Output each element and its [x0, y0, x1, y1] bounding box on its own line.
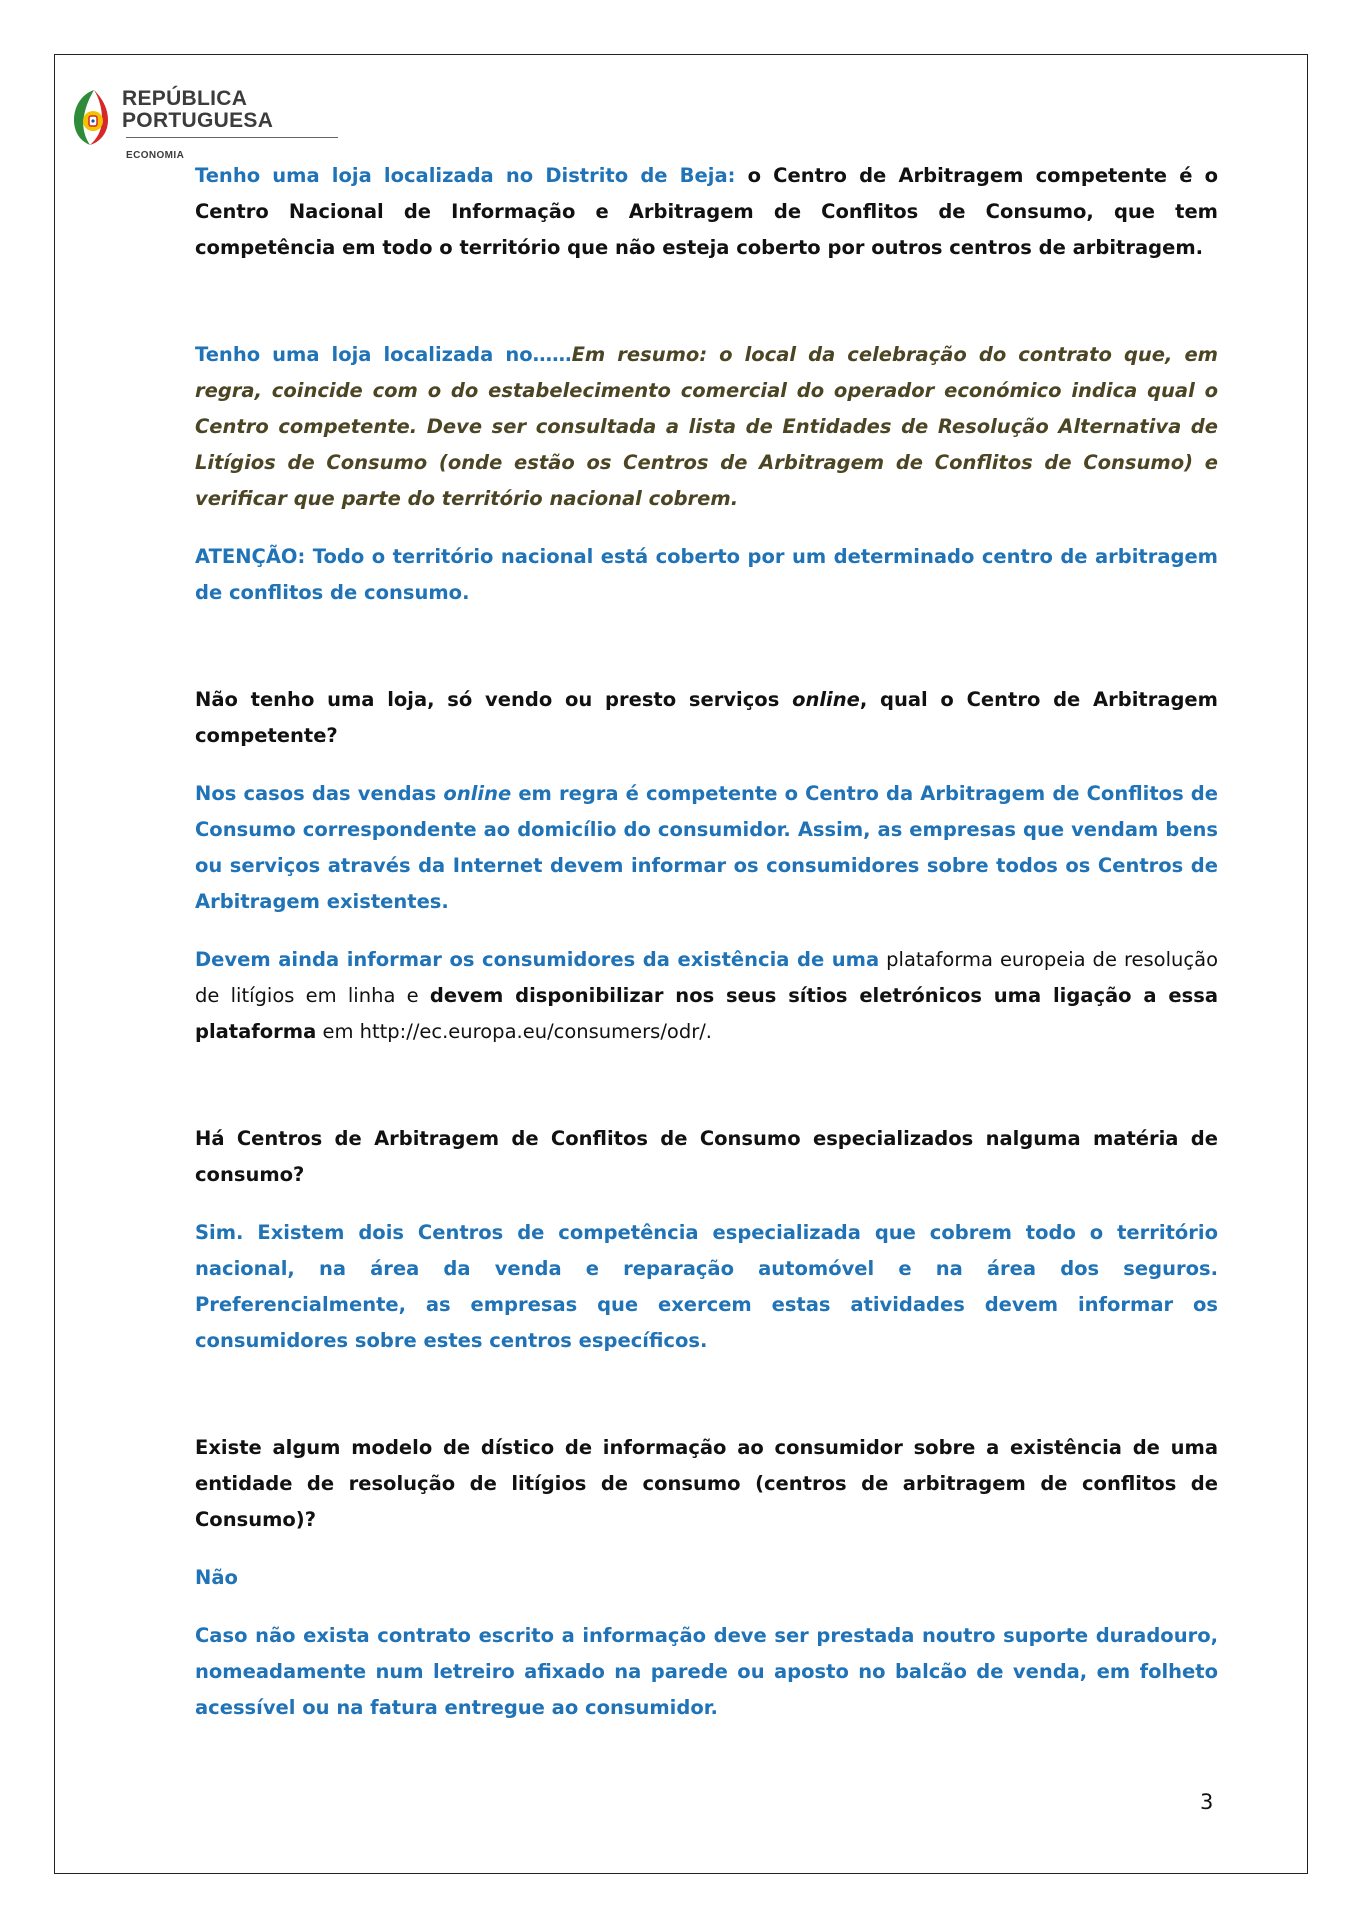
paragraph-resumo [195, 337, 1218, 517]
plataforma-bold: devem disponibilizar nos seus sítios eletrónicos uma ligação a essa plataforma [195, 984, 1218, 1043]
paragraph-atencao: ATENÇÃO: Todo o território nacional está coberto por um determinado centro de arbitragem de conflitos de consumo. [195, 545, 1218, 604]
answer-online [195, 776, 1218, 920]
answer-especializados: Sim. Existem dois Centros de competência especializada que cobrem todo o território nacional, na área da venda e reparação automóvel e na área dos seguros. Preferencialmente, as empresas que exercem estas atividades devem informar os consumidores sobre estes centros específicos. [195, 1221, 1218, 1352]
plataforma-plain-2: em http://ec.europa.eu/consumers/odr/. [316, 1020, 712, 1043]
answer-online-b: em regra é competente o Centro da Arbitragem de Conflitos de Consumo correspondente ao domicílio do consumidor. Assim, as empresas que vendam bens ou serviços através da Internet devem informar os consumidores sobre todos os Centros de Arbitragem existentes. [195, 782, 1218, 913]
resumo-lead: Tenho uma loja localizada no…… [195, 343, 572, 366]
logo-wordmark [122, 88, 273, 132]
detail-distico: Caso não exista contrato escrito a informação deve ser prestada noutro suporte duradouro, nomeadamente num letreiro afixado na parede ou aposto no balcão de venda, em folheto acessível ou na fatura entregue ao consumidor. [195, 1624, 1218, 1719]
answer-distico: Não [195, 1566, 238, 1589]
logo-subtitle: ECONOMIA [126, 150, 185, 161]
document-body [195, 158, 1218, 1726]
plataforma-blue: Devem ainda informar os consumidores da existência de uma [195, 948, 880, 971]
answer-online-italic: online [443, 782, 512, 805]
logo-line-1: REPÚBLICA [122, 87, 248, 110]
logo-divider [126, 137, 338, 138]
logo-line-2: PORTUGUESA [122, 109, 274, 132]
question-distico: Existe algum modelo de dístico de informação ao consumidor sobre a existência de uma entidade de resolução de litígios de consumo (centros de arbitragem de conflitos de Consumo)? [195, 1436, 1218, 1531]
beja-lead: Tenho uma loja localizada no Distrito de Beja: [195, 164, 736, 187]
question-online-a: Não tenho uma loja, só vendo ou presto serviços [195, 688, 793, 711]
question-online-italic: online [792, 688, 860, 711]
resumo-text: Em resumo: o local da celebração do contrato que, em regra, coincide com o do estabelecimento comercial do operador económico indica qual o Centro competente. Deve ser consultada a lista de Entidades de Resolução Alternativa de Litígios de Consumo (onde estão os Centros de Arbitragem de Conflitos de Consumo) e verificar que parte do território nacional cobrem. [195, 343, 1218, 510]
beja-text: o Centro de Arbitragem competente é o Centro Nacional de Informação e Arbitragem de Conflitos de Consumo, que tem competência em todo o território que não esteja coberto por outros centros de arbitragem. [195, 164, 1218, 259]
page-number: 3 [1200, 1790, 1214, 1814]
answer-online-a: Nos casos das vendas [195, 782, 444, 805]
question-online [195, 682, 1218, 754]
question-especializados: Há Centros de Arbitragem de Conflitos de Consumo especializados nalguma matéria de consumo? [195, 1127, 1218, 1186]
paragraph-plataforma [195, 942, 1218, 1050]
paragraph-beja [195, 158, 1218, 266]
plataforma-plain-1: plataforma europeia de resolução de litígios em linha e [195, 948, 1218, 1007]
portuguese-emblem-icon [72, 88, 112, 146]
question-online-b: , qual o Centro de Arbitragem competente? [195, 688, 1218, 747]
